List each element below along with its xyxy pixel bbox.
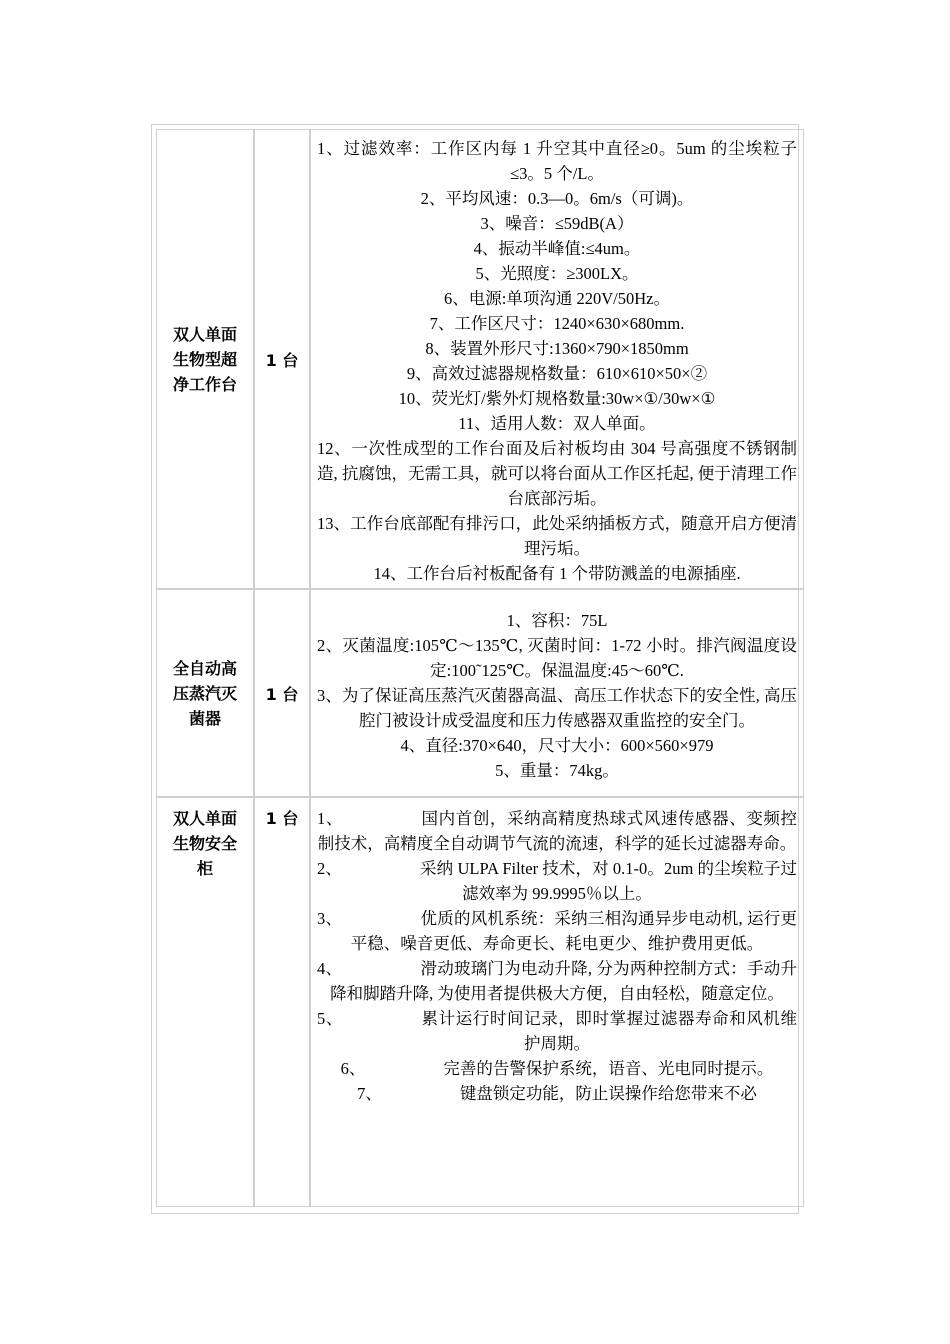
table-row [156, 589, 804, 797]
item-name-line: 生物型超 [172, 349, 237, 369]
quantity-cell: 1 台 [254, 797, 310, 1207]
spec-cell [310, 589, 804, 797]
table-row [156, 129, 804, 589]
spec-item [317, 1081, 797, 1106]
spec-line: 11、适用人数：双人单面。 [458, 414, 656, 433]
spec-line: 14、工作台后衬板配备有 1 个带防溅盖的电源插座. [373, 564, 741, 583]
spec-line: 13、工作台底部配有排污口，此处采纳插板方式，随意开启方便清理污垢。 [317, 514, 797, 558]
item-name-line: 生物安全 [172, 834, 237, 853]
spec-line: 2、平均风速：0.3—0。6m/s（可调)。 [420, 189, 694, 208]
spec-line: 1、容积：75L [506, 610, 608, 630]
spec-text: 优质的风机系统：采纳三相沟通异步电动机, 运行更平稳、噪音更低、寿命更长、耗电更少、维护费用更低。 [350, 909, 798, 953]
item-name-cell [156, 797, 254, 1207]
spec-text: 滑动玻璃门为电动升降, 分为两种控制方式：手动升降和脚踏升降, 为使用者提供极大方便，自由轻松，随意定位。 [330, 959, 798, 1003]
spec-line: 5、光照度：≥300LX。 [475, 264, 639, 283]
item-name-line: 菌器 [188, 708, 221, 728]
item-name-line: 全自动高 [172, 658, 237, 678]
spec-text: 键盘锁定功能，防止误操作给您带来不必 [459, 1084, 757, 1103]
spec-line: 7、工作区尺寸：1240×630×680mm. [429, 314, 685, 333]
spec-number: 6、 [340, 1059, 366, 1078]
quantity-cell: 1 台 [254, 589, 310, 797]
spec-line: 4、直径:370×640，尺寸大小：600×560×979 [400, 735, 714, 755]
item-name-line: 双人单面 [172, 809, 237, 828]
table-row [156, 797, 804, 1207]
spec-item [317, 806, 797, 856]
spec-item [317, 1006, 797, 1056]
spec-line: 2、灭菌温度:105℃～135℃, 灭菌时间：1-72 小时。排汽阀温度设定:100˜125℃。保温温度:45～60℃. [317, 635, 797, 680]
spec-item [317, 906, 797, 956]
spec-line: 12、一次性成型的工作台面及后衬板均由 304 号高强度不锈钢制造, 抗腐蚀，无需工具，就可以将台面从工作区托起, 便于清理工作台底部污垢。 [317, 439, 797, 508]
item-name-line: 净工作台 [172, 374, 237, 394]
spec-line: 3、为了保证高压蒸汽灭菌器高温、高压工作状态下的安全性, 高压腔门被设计成受温度和压力传感器双重监控的安全门。 [317, 685, 797, 730]
spec-number: 2、 [317, 859, 342, 878]
document-page [151, 124, 799, 1214]
spec-text: 累计运行时间记录，即时掌握过滤器寿命和风机维护周期。 [420, 1009, 797, 1053]
item-name-line: 柜 [196, 859, 213, 878]
spec-number: 1、 [317, 809, 343, 828]
spec-text: 国内首创，采纳高精度热球式风速传感器、变频控制技术，高精度全自动调节气流的流速，科学的延长过滤器寿命。 [317, 809, 797, 853]
spec-line: 4、振动半峰值:≤4um。 [473, 239, 641, 258]
item-name-line: 双人单面 [172, 324, 237, 344]
spec-cell [310, 129, 804, 589]
spec-line: 8、装置外形尺寸:1360×790×1850mm [425, 339, 689, 358]
spec-item [317, 856, 797, 906]
spec-item [317, 956, 797, 1006]
item-name-cell [156, 129, 254, 589]
spec-line: 10、荧光灯/紫外灯规格数量:30w×①/30w×① [398, 389, 716, 408]
spec-line: 6、电源:单项沟通 220V/50Hz。 [444, 289, 670, 308]
equipment-spec-table [156, 129, 804, 1207]
spec-cell [310, 797, 804, 1207]
spec-number: 5、 [317, 1009, 343, 1028]
spec-line: 3、噪音：≤59dB(A） [480, 214, 634, 233]
spec-number: 3、 [317, 909, 343, 928]
item-name-line: 压蒸汽灭 [172, 683, 237, 703]
quantity-cell: 1 台 [254, 129, 310, 589]
spec-line: 1、过滤效率：工作区内每 1 升空其中直径≥0。5um 的尘埃粒子≤3。5 个/L。 [317, 139, 797, 183]
item-name-cell [156, 589, 254, 797]
spec-item [317, 1056, 797, 1081]
spec-text: 完善的告警保护系统，语音、光电同时提示。 [443, 1059, 774, 1078]
spec-text: 采纳 ULPA Filter 技术，对 0.1-0。2um 的尘埃粒子过滤效率为 99.9995％以上。 [419, 859, 798, 903]
spec-number: 4、 [317, 959, 343, 978]
spec-line: 9、高效过滤器规格数量：610×610×50×② [406, 364, 708, 383]
spec-number: 7、 [357, 1084, 382, 1103]
spec-line: 5、重量：74kg。 [495, 760, 619, 780]
